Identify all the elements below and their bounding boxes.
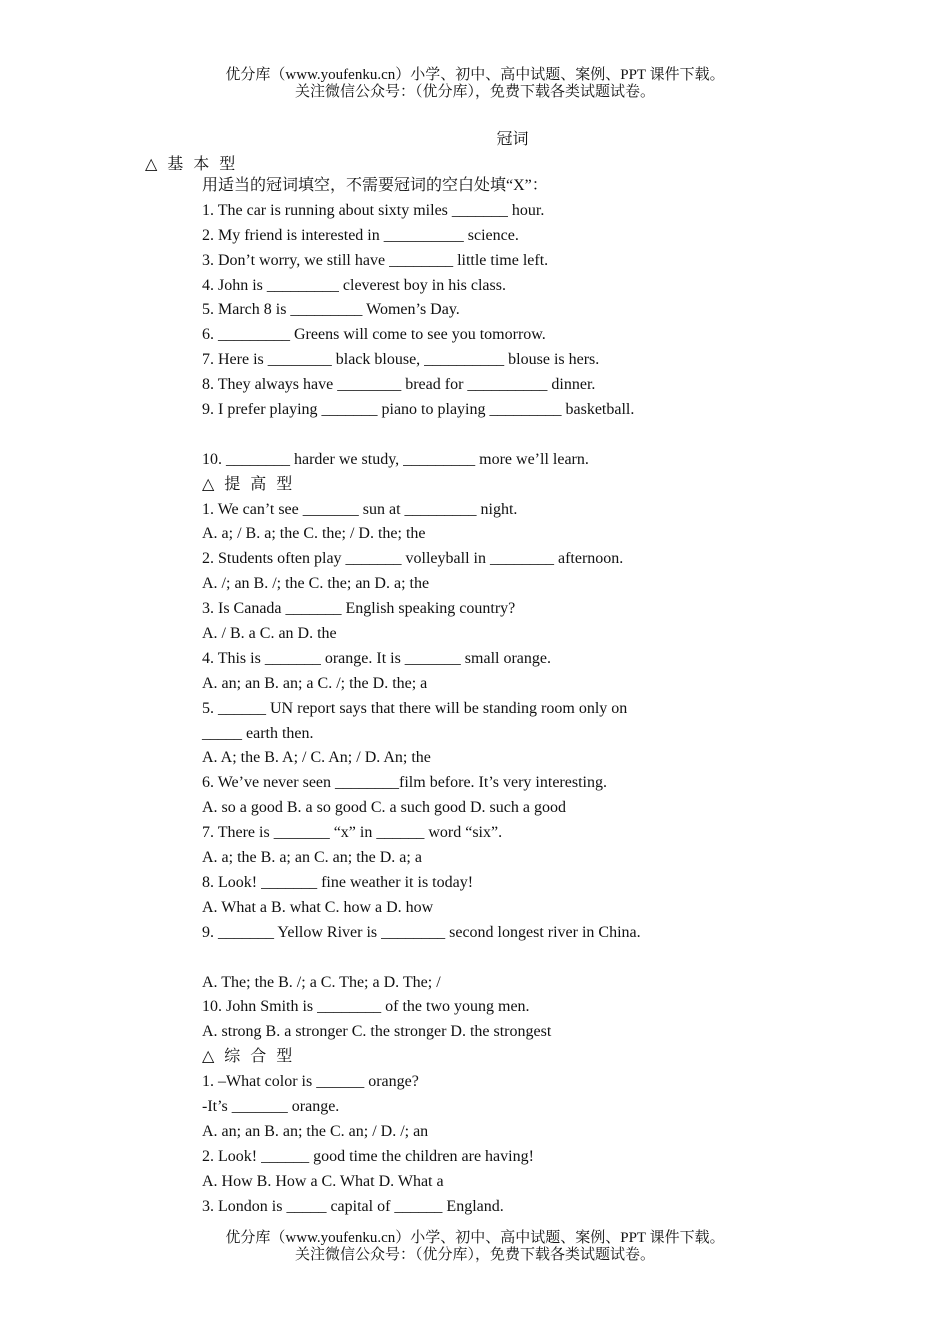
footer-line-1: 优分库（www.youfenku.cn）小学、初中、高中试题、案例、PPT 课件下载。 bbox=[225, 1230, 725, 1246]
advanced-question: 5. ______ UN report says that there will be standing room only on bbox=[202, 699, 628, 717]
basic-item: 3. Don’t worry, we still have ________ little time left. bbox=[202, 251, 549, 269]
advanced-question: 1. We can’t see _______ sun at _________ night. bbox=[202, 500, 518, 518]
advanced-options: A. / B. a C. an D. the bbox=[202, 625, 337, 643]
instructions: 用适当的冠词填空，不需要冠词的空白处填“X”： bbox=[202, 177, 548, 194]
advanced-question: 6. We’ve never seen ________film before. It’s very interesting. bbox=[202, 774, 607, 792]
section-heading-advanced: △ 提 高 型 bbox=[202, 475, 296, 493]
advanced-question: 8. Look! _______ fine weather it is today! bbox=[202, 873, 474, 891]
header-line-2: 关注微信公众号：（优分库），免费下载各类试题试卷。 bbox=[294, 84, 655, 100]
spacer bbox=[202, 423, 902, 448]
advanced-question: 9. _______ Yellow River is ________ second longest river in China. bbox=[202, 923, 641, 941]
page-footer bbox=[0, 1230, 950, 1264]
page-title: 冠词 bbox=[496, 131, 529, 148]
advanced-question: 4. This is _______ orange. It is _______ small orange. bbox=[202, 649, 551, 667]
advanced-options: A. so a good B. a so good C. a such good D. such a good bbox=[202, 799, 566, 817]
basic-item: 4. John is _________ cleverest boy in his class. bbox=[202, 276, 506, 294]
advanced-question: 10. John Smith is ________ of the two young men. bbox=[202, 998, 530, 1016]
advanced-question-continued: _____ earth then. bbox=[202, 724, 314, 742]
comprehensive-question: 1. –What color is ______ orange? bbox=[202, 1073, 419, 1091]
basic-item: 1. The car is running about sixty miles _______ hour. bbox=[202, 201, 545, 219]
footer-line-2: 关注微信公众号：（优分库），免费下载各类试题试卷。 bbox=[294, 1247, 655, 1263]
advanced-options: A. A; the B. A; / C. An; / D. An; the bbox=[202, 749, 431, 767]
comprehensive-question: 2. Look! ______ good time the children are having! bbox=[202, 1147, 534, 1165]
advanced-question: 2. Students often play _______ volleyball in ________ afternoon. bbox=[202, 550, 624, 568]
advanced-options: A. a; / B. a; the C. the; / D. the; the bbox=[202, 525, 426, 543]
spacer bbox=[202, 946, 902, 971]
advanced-question: 7. There is _______ “x” in ______ word “six”. bbox=[202, 824, 503, 842]
advanced-options: A. What a B. what C. how a D. how bbox=[202, 898, 434, 916]
page-header bbox=[0, 67, 950, 101]
basic-item: 6. _________ Greens will come to see you tomorrow. bbox=[202, 326, 546, 344]
basic-item: 2. My friend is interested in __________ science. bbox=[202, 226, 519, 244]
advanced-question: 3. Is Canada _______ English speaking country? bbox=[202, 600, 516, 618]
basic-item: 5. March 8 is _________ Women’s Day. bbox=[202, 301, 460, 319]
basic-item: 10. ________ harder we study, _________ more we’ll learn. bbox=[202, 450, 589, 468]
section-heading-comprehensive: △ 综 合 型 bbox=[202, 1048, 296, 1066]
advanced-options: A. strong B. a stronger C. the stronger D. the strongest bbox=[202, 1023, 552, 1041]
basic-item: 9. I prefer playing _______ piano to playing _________ basketball. bbox=[202, 401, 635, 419]
section-heading-basic: △ 基 本 型 bbox=[145, 156, 239, 173]
advanced-options: A. The; the B. /; a C. The; a D. The; / bbox=[202, 973, 441, 991]
basic-item: 7. Here is ________ black blouse, __________ blouse is hers. bbox=[202, 351, 600, 369]
header-line-1: 优分库（www.youfenku.cn）小学、初中、高中试题、案例、PPT 课件下载。 bbox=[225, 67, 725, 83]
advanced-options: A. an; an B. an; a C. /; the D. the; a bbox=[202, 674, 428, 692]
exercise-body bbox=[202, 174, 902, 1219]
comprehensive-options: A. an; an B. an; the C. an; / D. /; an bbox=[202, 1122, 429, 1140]
comprehensive-question: -It’s _______ orange. bbox=[202, 1097, 340, 1115]
comprehensive-question: 3. London is _____ capital of ______ England. bbox=[202, 1197, 504, 1215]
comprehensive-options: A. How B. How a C. What D. What a bbox=[202, 1172, 444, 1190]
advanced-options: A. a; the B. a; an C. an; the D. a; a bbox=[202, 849, 422, 867]
advanced-options: A. /; an B. /; the C. the; an D. a; the bbox=[202, 575, 430, 593]
basic-item: 8. They always have ________ bread for __________ dinner. bbox=[202, 376, 596, 394]
